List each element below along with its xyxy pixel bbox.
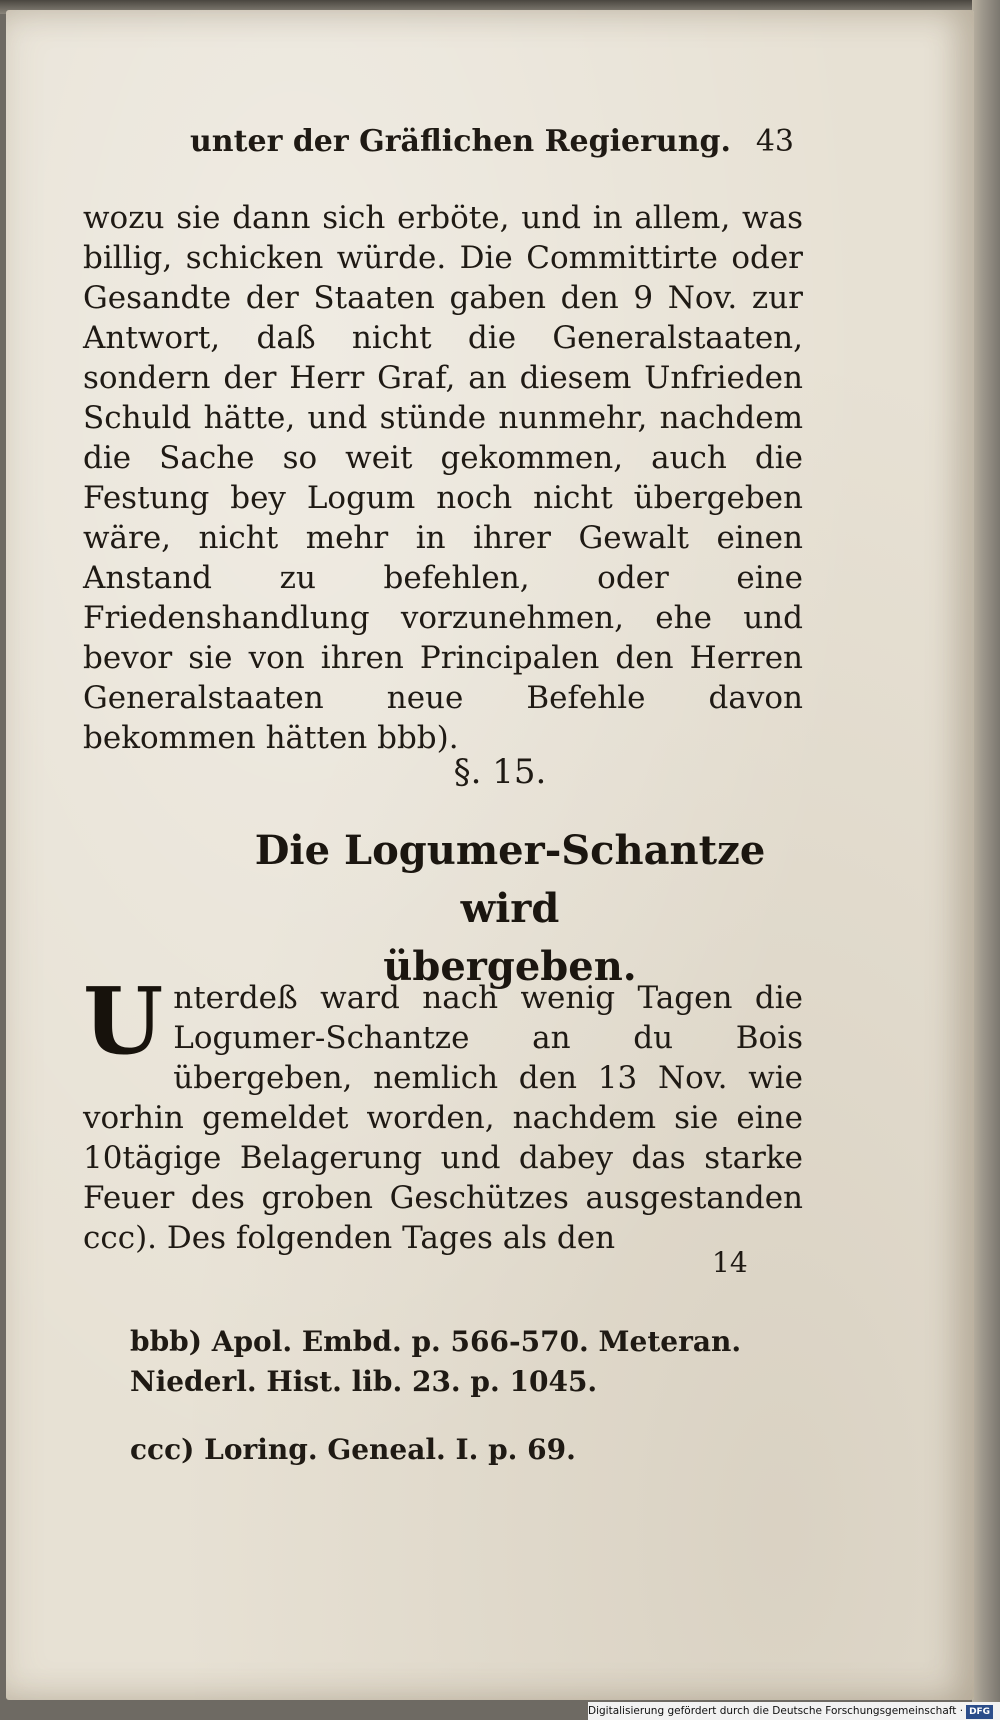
- section-heading: [200, 822, 820, 996]
- page-header: [190, 118, 810, 168]
- section-heading-line-1: Die Logumer-Schantze wird: [254, 827, 766, 932]
- footnote-bbb: bbb) Apol. Embd. p. 566-570. Meteran. Niederl. Hist. lib. 23. p. 1045.: [130, 1325, 742, 1398]
- paragraph-1: wozu sie dann sich erböte, und in allem, was billig, schicken würde. Die Committirte oder Gesandte der Staaten gaben den 9 Nov. zur Antwort, daß nicht die Generalstaaten, sondern der Herr Graf, an diesem Unfrieden Schuld hätte, und stünde nunmehr, nachdem die Sache so weit gekommen, auch die Festung bey Logum noch nicht übergeben wäre, nicht mehr in ihrer Gewalt einen Anstand zu befehlen, oder eine Friedenshandlung vorzunehmen, ehe und bevor sie von ihren Principalen den Herren Generalstaaten neue Befehle davon bekommen hätten bbb).: [83, 200, 803, 756]
- dfg-logo: DFG: [966, 1705, 993, 1719]
- drop-cap: U: [83, 967, 164, 1075]
- running-title: unter der Gräflichen Regierung.: [190, 124, 731, 159]
- paragraph-2-text: nterdeß ward nach wenig Tagen die Logumer-Schantze an du Bois übergeben, nemlich den 13 Nov. wie vorhin gemeldet worden, nachdem sie eine 10tägige Belagerung und dabey das starke Feuer des groben Geschützes ausgestanden ccc). Des folgenden Tages als den: [83, 980, 803, 1256]
- paragraph-2: [83, 967, 803, 1258]
- page-number: 43: [755, 124, 794, 159]
- section-number: §. 15.: [453, 752, 547, 792]
- book-edge: [972, 0, 1000, 1720]
- catchword: 14: [712, 1246, 748, 1279]
- credit-text: Digitalisierung gefördert durch die Deutsche Forschungsgemeinschaft ·: [588, 1705, 964, 1717]
- footnote-ccc: ccc) Loring. Geneal. I. p. 69.: [130, 1433, 576, 1466]
- digitization-credit: [588, 1702, 1000, 1720]
- section-heading-line-2: übergeben.: [383, 943, 637, 990]
